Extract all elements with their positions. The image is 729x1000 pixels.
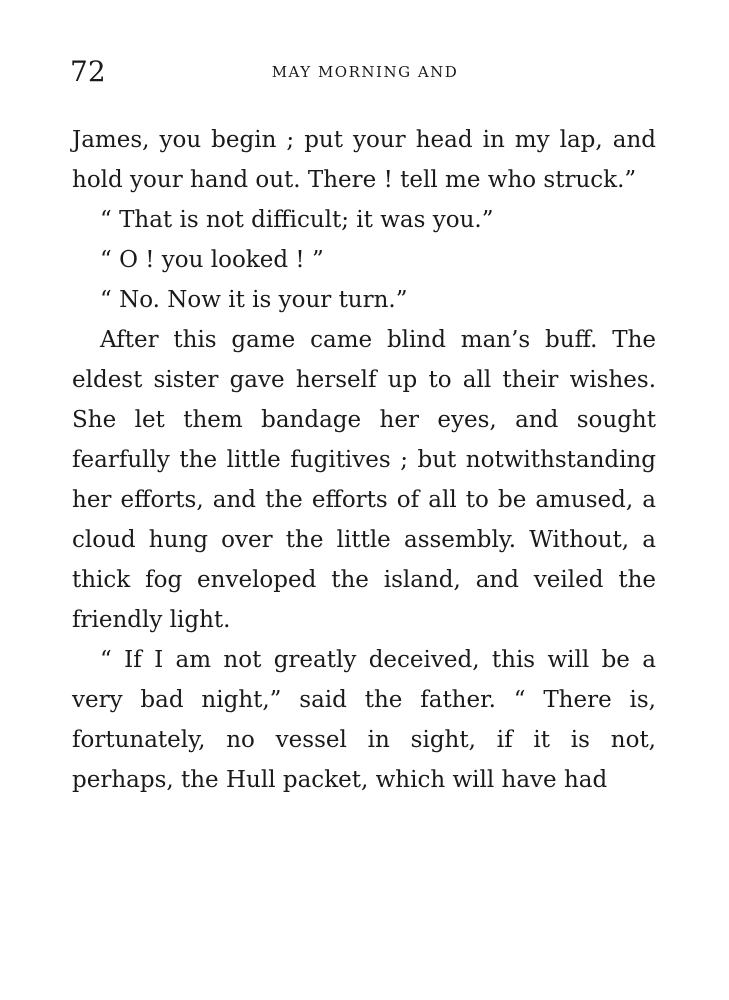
paragraph: “ If I am not greatly deceived, this will be a very bad night,” said the father. “ There is, fortunately, no vessel in sight, if it is not, perhaps, the Hull packet, which will have had: [72, 647, 656, 793]
page-number: 72: [70, 55, 106, 88]
paragraph: James, you begin ; put your head in my lap, and hold your hand out. There ! tell me who struck.”: [72, 127, 656, 193]
paragraph: “ That is not difficult; it was you.”: [100, 207, 494, 233]
paragraph: After this game came blind man’s buff. The eldest sister gave herself up to all their wishes. She let them bandage her eyes, and sought fearfully the little fugitives ; but notwithstanding her efforts, and the efforts of all to be amused, a cloud hung over the little assembly. Without, a thick fog enveloped the island, and veiled the friendly light.: [72, 327, 656, 633]
paragraph: “ O ! you looked ! ”: [100, 247, 324, 273]
paragraph: “ No. Now it is your turn.”: [100, 287, 408, 313]
running-head: MAY MORNING AND: [271, 63, 459, 81]
body-text: [72, 120, 656, 800]
page-header: [70, 54, 660, 94]
